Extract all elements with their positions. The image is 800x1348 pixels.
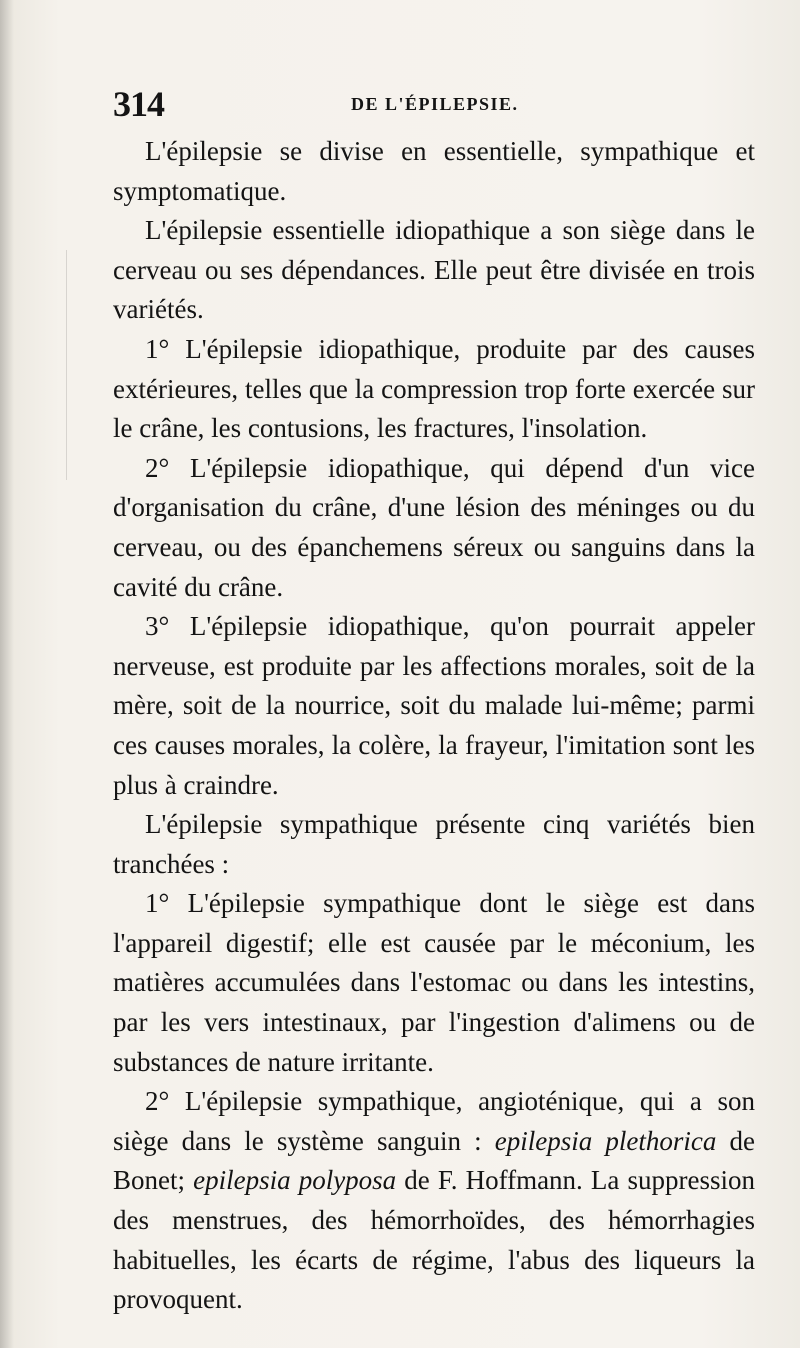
page-number: 314 (113, 84, 164, 124)
paragraph-division: L'épilepsie se divise en essentielle, sympathique et symptomatique. (113, 136, 755, 206)
running-head: DE L'ÉPILEPSIE. (351, 94, 519, 114)
body-text (113, 132, 755, 1320)
paragraph-sympathetic-2-part2: de Bonet; (113, 1125, 755, 1196)
paragraph-sympathetic-2-part3: de F. Hoffmann. La suppression des menstrues, des hémorrhoïdes, des hémorrhagies habituelles, les écarts de régime, l'abus des liqueurs la provoquent. (113, 1165, 755, 1315)
paragraph-sympathetic-2 (113, 1082, 755, 1320)
paragraph-sympathetic: L'épilepsie sympathique présente cinq variétés bien tranchées : (113, 809, 755, 879)
paragraph-sympathetic-2-part1: 2° L'épilepsie sympathique, angioténique, qui a son siège dans le système sanguin : (113, 1086, 755, 1156)
paragraph-sympathetic-1: 1° L'épilepsie sympathique dont le siège est dans l'appareil digestif; elle est causée par le méconium, les matières accumulées dans l'estomac ou dans les intestins, par les vers intestinaux, par l'ingestion d'alimens ou de substances de nature irritante. (113, 888, 755, 1077)
margin-mark (66, 250, 67, 480)
paragraph-essential: L'épilepsie essentielle idiopathique a son siège dans le cerveau ou ses dépendances. Elle peut être divisée en trois variétés. (113, 215, 755, 325)
paragraph-variety-1: 1° L'épilepsie idiopathique, produite par des causes extérieures, telles que la compression trop forte exercée sur le crâne, les contusions, les fractures, l'insolation. (113, 333, 755, 444)
latin-term-plethorica: epilepsia plethorica (494, 1125, 717, 1156)
paragraph-variety-3: 3° L'épilepsie idiopathique, qu'on pourrait appeler nerveuse, est produite par les affections morales, soit de la mère, soit de la nourrice, soit du malade lui-même; parmi ces causes morales, la colère, la frayeur, l'imitation sont les plus à craindre. (113, 611, 755, 800)
page-header (113, 84, 753, 124)
binding-shadow (0, 0, 14, 1348)
latin-term-polyposa: epilepsia polyposa (193, 1165, 397, 1196)
paragraph-variety-2: 2° L'épilepsie idiopathique, qui dépend d'un vice d'organisation du crâne, d'une lésion des méninges ou du cerveau, ou des épanchemens séreux ou sanguins dans la cavité du crâne. (113, 452, 755, 602)
